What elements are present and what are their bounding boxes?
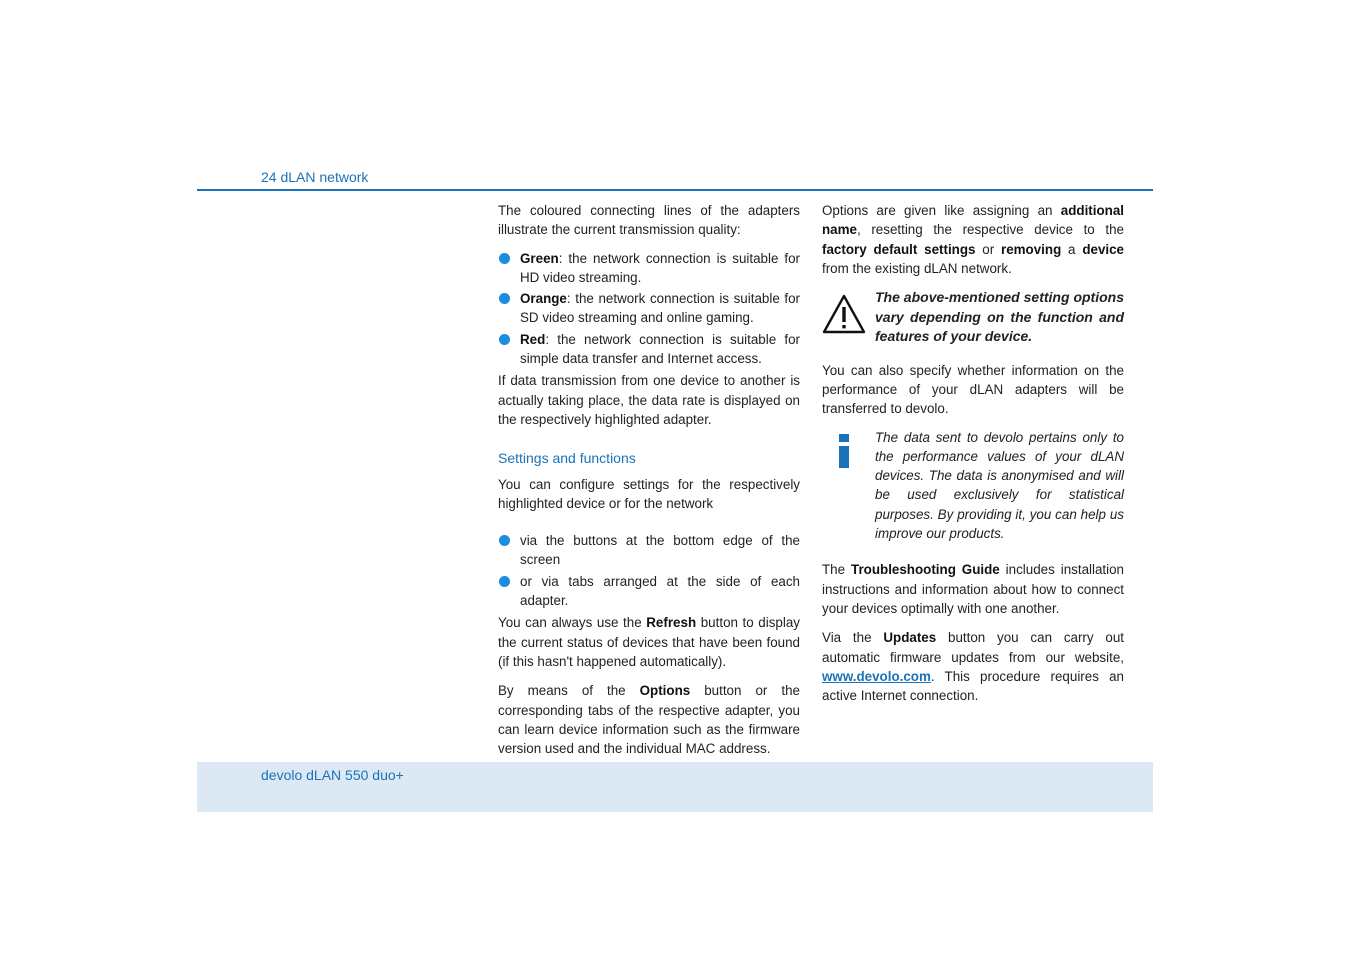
quality-list <box>498 249 800 369</box>
info-icon <box>837 434 851 470</box>
quality-intro: The coloured connecting lines of the adapters illustrate the current transmission quality: <box>498 203 800 238</box>
warning-text: The above-mentioned setting options vary depending on the function and features of your device. <box>875 289 1124 345</box>
data-rate-paragraph: If data transmission from one device to another is actually taking place, the data rate is displayed on the respectively highlighted adapter. <box>498 373 800 427</box>
list-item: or via tabs arranged at the side of each adapter. <box>498 572 800 611</box>
header-rule <box>197 189 1153 191</box>
troubleshooting-paragraph: The Troubleshooting Guide includes installation instructions and information about how to connect your devices optimally with one another. <box>822 562 1124 616</box>
bullet-dot-icon <box>499 334 510 345</box>
footer-band <box>197 762 1153 812</box>
footer-product-name: devolo dLAN 550 duo+ <box>261 767 404 783</box>
info-text: The data sent to devolo pertains only to the performance values of your dLAN devices. The data is anonymised and will be used exclusively for statistical purposes. By providing it, you can help us improve our products. <box>875 429 1124 542</box>
updates-paragraph: Via the Updates button you can carry out automatic firmware updates from our website, www.devolo.com. This procedure requires an active Internet connection. <box>822 630 1124 704</box>
refresh-paragraph: You can always use the Refresh button to display the current status of devices that have been found (if this hasn't happened automatically). <box>498 615 800 669</box>
list-item: Orange: the network connection is suitable for SD video streaming and online gaming. <box>498 289 800 328</box>
section-heading: Settings and functions <box>498 450 636 467</box>
warning-notice <box>822 288 1124 347</box>
list-item: Red: the network connection is suitable for simple data transfer and Internet access. <box>498 330 800 369</box>
info-notice <box>822 428 1124 544</box>
left-column <box>498 201 800 758</box>
list-item: via the buttons at the bottom edge of the screen <box>498 531 800 570</box>
devolo-website-link[interactable]: www.devolo.com <box>822 668 931 684</box>
right-column <box>822 201 1124 705</box>
options-detail-paragraph: Options are given like assigning an additional name, resetting the respective device to the factory default settings or removing a device from the existing dLAN network. <box>822 203 1125 276</box>
list-item: Green: the network connection is suitable for HD video streaming. <box>498 249 800 288</box>
bullet-dot-icon <box>499 293 510 304</box>
bullet-dot-icon <box>499 535 510 546</box>
bullet-dot-icon <box>499 576 510 587</box>
settings-ways-list <box>498 531 800 610</box>
running-header: 24 dLAN network <box>261 169 369 185</box>
settings-intro: You can configure settings for the respectively highlighted device or for the network <box>498 476 800 511</box>
options-paragraph: By means of the Options button or the corresponding tabs of the respective adapter, you can learn device information such as the firmware version used and the individual MAC address. <box>498 683 800 757</box>
bullet-dot-icon <box>499 253 510 264</box>
warning-triangle-icon <box>822 294 866 334</box>
performance-paragraph: You can also specify whether information on the performance of your dLAN adapters will be transferred to devolo. <box>822 362 1124 417</box>
